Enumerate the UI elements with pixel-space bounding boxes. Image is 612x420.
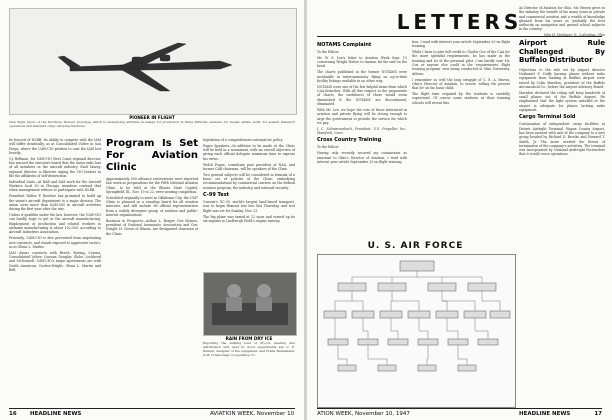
pioneer-caption-title: PIONEER IN FLIGHT xyxy=(129,115,175,120)
paragraph: The big plane was taxied at 12 noon and turned up its six engines in Lindbergh Field's engine runway. xyxy=(203,214,295,223)
paragraph: Continuation of independent cargo facilities at Detroit Airfright Terminal, Wayne County Airport, has been assured with sale of the company to a new group headed by Richard D. Brooks and Howard T. Smith, Jr. The move averted the threat of termination of the company's activities. The terminal was incorporated by National Airfreight Forwarders that it would cease operations. xyxy=(519,122,605,157)
left-page xyxy=(0,0,305,420)
paragraph: Scheduled originally to meet in Oklahoma City, the 1947 Clinic is planned as a roundup board for all aviation interests, and will include 66 official representatives from a widely divergent group of aviation and public-interest organizations. xyxy=(106,195,198,217)
paragraph: legislation of a comprehensive national air policy. xyxy=(203,138,284,142)
air-force-organization-chart xyxy=(317,254,516,408)
paragraph: Presently, UAW-CIO is also prevented from negotiating new contracts, and stands exposed to aggressive tactics, as at Glenn L. Martin. xyxy=(9,236,101,249)
paragraph: Unless it qualifies under the law, however, the UAW-CIO can hardly hope to get in the aircraft manufacturing. Employment at production and related workers in airframe manufacturing is about 102,000, according to Aircraft Industries Association. xyxy=(9,213,101,235)
paragraph: As Director of Aviation for Ohio, Mr. Brown gives to the industry the benefit of his many years in private and commercial aviation and a wealth of knowledge gleaned from his years as 'probably the best authority on navigation and ground school subjects in the country.' xyxy=(519,6,605,32)
paragraph: Business in Prospects—Arthur L. Borger, Des Moines, president of National Aeronautic Association and Gov. Dwight H. Green of Illinois, are designated chairmen of the Clinic. xyxy=(106,218,198,236)
paragraph: Marsden declared the ruling will keep hundreds of small planes out of the Buffalo Airport. He emphasized that the light system installed at the airport is adequate for planes lacking radio equipment. xyxy=(519,90,605,113)
paragraph: its boycott of NLRB. Its ability to compete with the IAM will suffer drastically, as at Consolidated Vultee in San Diego, where the UAW-CIO petition to oust the IAM lost heavily. xyxy=(9,138,101,155)
right-page xyxy=(307,0,612,420)
paragraph: Approximately 500 advance reservations were reported last week as preparations for the Fifth National Aviation Clinic, to be held at the Illinois State Capitol, Springfield, Ill., Nov. 19 to 22, were nearing completion. xyxy=(106,177,198,194)
paragraph: While I have to give full credit to Charlie Goo of the CAA for the more splendid requirements, he has made in the training and lot of the personal pilot. I am hardly sure Mr. Cox or anyone else could in the 'requirements' flight training program' now being conducted at Ohio University, Athens. xyxy=(412,50,510,76)
paragraph: Individual Suits—At BAE and IAM work for the Aircraft Workers local 30 in Chicago, members contend that when management refuses to participate with NLRB. xyxy=(9,179,101,193)
paragraph: To the Editor: xyxy=(317,50,340,54)
notams-heading: NOTAMS Complaint xyxy=(317,42,372,48)
paragraph: Objections to the rule set by airport director Nathaniel E. Duffy barring planes without radio equipment from landing at Buffalo Airport were raised by Colin Marsden, president of the Buffalo Aeronautical Co., before the Airport Advisory Board. xyxy=(519,67,605,89)
paragraph: IAM claims contracts with Beech, Boeing, Cessna, Consolidated Vultee, Convair, Douglas, Globe, Lockheed and McDonnell. UAW-CIO's major agreements are with North American, Curtiss-Wright, Glenn L. Martin and Bell. xyxy=(9,250,101,272)
letters-section-title: LETTERS xyxy=(396,10,523,34)
pioneer-photo xyxy=(9,8,297,115)
paragraph: Two general subjects will be considered in formula of a basic set of policies of the Clinic, embodying recommendations by commercial carriers on the federal aviation program, the industry, and national security. xyxy=(203,172,295,190)
right-column-1 xyxy=(317,40,407,236)
airport-rule-headline: Airport Rule Challenged By Buffalo Distributor xyxy=(519,39,605,65)
left-footer-page-number: 16 xyxy=(9,411,17,417)
left-footer-issue: AVIATION WEEK, November 10 xyxy=(210,411,295,417)
paragraph: President Walter P. Reuther has promised to build up the union's aircraft department to a major division. The union owes more than $245,000 in aircraft activities during the first year after the war. xyxy=(9,194,101,212)
paragraph: Pages Speakers—In addition to be made at the Clinic will be held in a monument, with an overall objective of giving each official delegate maximum time to express his views. xyxy=(203,143,295,161)
cargo-terminal-heading: Cargo Terminal Sold xyxy=(519,114,576,121)
raindrop-caption-title: RAIN FROM DRY ICE xyxy=(225,336,273,341)
paragraph: Cy Hellman, for UAW-CIO West Coast regional director, has warned the executive board that the union risks loss of all members in the aircraft industry. Emil Mazey, regional director, is likewise urging the CIO leaders to file the affidavits of self-destruction. xyxy=(9,156,101,178)
right-column-3 xyxy=(519,6,605,406)
right-column-2 xyxy=(412,40,510,236)
paragraph: To the Editor: xyxy=(317,145,340,150)
clinic-headline: Program Is Set For Aviation Clinic xyxy=(106,138,198,173)
paragraph: I remember so well the long struggle of C. E. A. Brown, Ohio's Director of Aviation, to secure 'selling the powers that be' on his basic child. xyxy=(412,77,510,91)
org-chart-graphic xyxy=(318,255,515,407)
raindrop-photo xyxy=(203,272,297,336)
c99-heading: C-99 Test xyxy=(203,192,230,199)
paragraph: Mr. W. S. Lee's letter to Aviation Week Sept. 15 concerning Wright Notice to Airmen hit the nail on the head. xyxy=(317,55,407,69)
raindrop-caption: Reporting the settling load of dry-ice clearing and distribution unit used in cloud experiments are C. E. Benson, designer of the equipment, and Frank Heinemann, both of San Diego Cooperative Co. xyxy=(203,342,295,357)
paragraph: tion, I read with interest your article September 29 on flight training. xyxy=(412,40,510,49)
paragraph: Welch Pogue, consultant past president of NAA, and former CAB chairman, will be speakers of the Clinic. xyxy=(203,162,295,171)
left-column-1 xyxy=(9,138,101,406)
paragraph: Convair's XC-99, world's largest land-based transport, was to begin flexural test late last Thursday, and test flight was set for Sunday, Nov. 23. xyxy=(203,200,295,213)
right-footer-issue: ATION WEEK, November 10, 1947 xyxy=(317,411,410,417)
pioneer-caption: New flight photo of the Northrop Pioneer prototype which is undergoing airframe re-design for production in three different versions: for feeder airline work; for assault transport operations and standard cargo-carrying functions. xyxy=(9,120,295,128)
air-force-banner: U. S. AIR FORCE xyxy=(317,240,514,252)
cross-country-heading: Cross Country Training xyxy=(317,137,382,144)
paragraph: Having only recently secured my commission as assistant to Ohio's Director of Aviation, I read with interest your article September 29 on flight training. xyxy=(317,151,407,164)
letter-signoff: J. C. Schwarzenbach, President, U.S. Propeller, Inc., Stamford, Conn. xyxy=(317,126,407,136)
dry-ice-equipment-image xyxy=(204,273,296,335)
left-column-2 xyxy=(106,138,198,406)
left-column-3 xyxy=(203,138,295,270)
right-footer-publication: HEADLINE NEWS xyxy=(519,411,571,417)
paragraph: NOTAMS were one of the few helpful items from which CAA furnishes. With all due respect to the proponents of charts, the usefulness of these would seem diminished if the NOTAMS are discontinued, eliminated. xyxy=(317,84,407,107)
right-footer-page-number: 17 xyxy=(594,411,602,417)
paragraph: With Mr. Lee, we hope the vote of those interested in aviation and private flying will be strong enough to urge the government to provide the service for which we pay. xyxy=(317,107,407,125)
paragraph: The charts published in the former NOTAMS were invaluable in intercommunity flying on up-to-date facility listings available in no other way. xyxy=(317,70,407,83)
left-footer-publication: HEADLINE NEWS xyxy=(30,411,82,417)
letter-signoff: John H. Vanhaver, Jr., Columbus, Ohio xyxy=(543,33,605,38)
aircraft-in-flight-image xyxy=(10,9,296,114)
paragraph: The flight time required by the students is carefully supervised. Of course some students at their training schools will resent this. xyxy=(412,92,510,105)
